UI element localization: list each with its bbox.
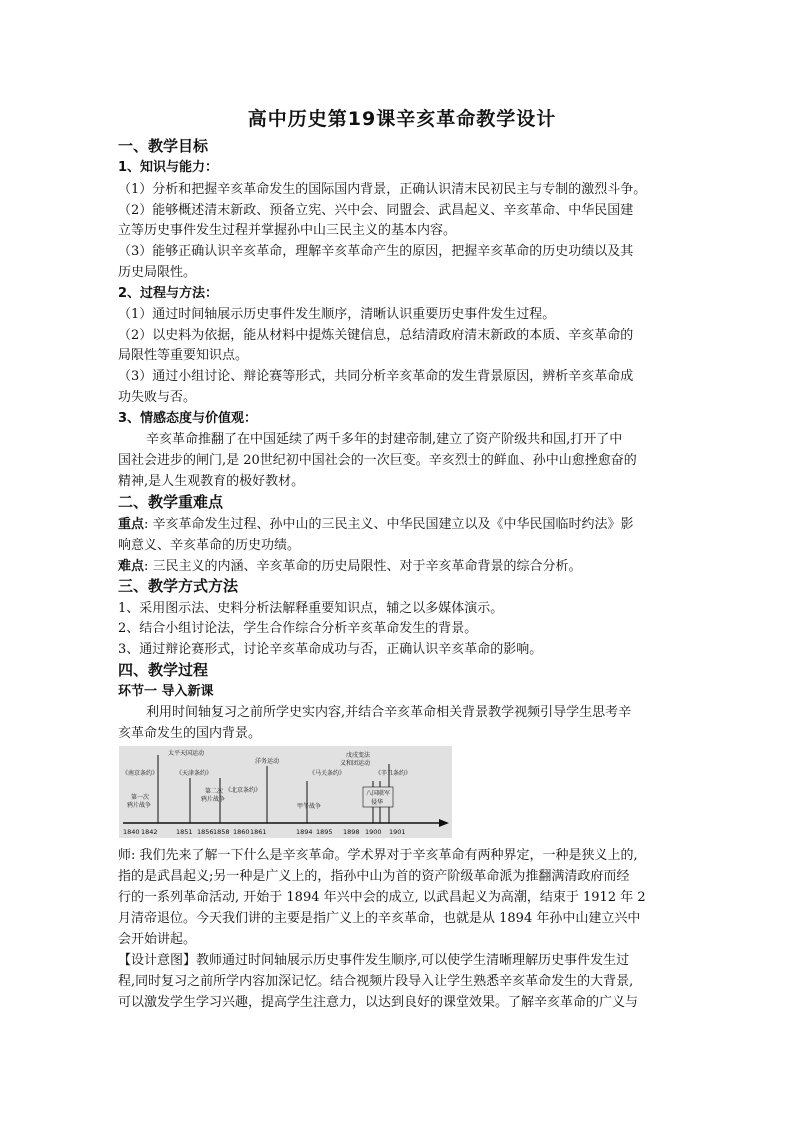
paragraph: 历史局限性。 (118, 265, 197, 280)
paragraph: （1）通过时间轴展示历史事件发生顺序，清晰认识重要历史事件发生过程。 (118, 307, 556, 322)
event-opium1: 第一次 (131, 794, 150, 801)
paragraph: 重点: 辛亥革命发生过程、孙中山的三民主义、中华民国建立以及《中华民国临时约法》影 (118, 517, 634, 532)
paragraph: 月清帝退位。今天我们讲的主要是指广义上的辛亥革命，也就是从 1894 年孙中山建立兴中 (118, 911, 641, 926)
paragraph: 辛亥革命推翻了在中国延续了两千多年的封建帝制,建立了资产阶级共和国,打开了中 (146, 432, 623, 447)
paragraph: 师: 我们先来了解一下什么是辛亥革命。学术界对于辛亥革命有两种界定，一种是狭义上的, (118, 848, 638, 863)
paragraph: 可以激发学生学习兴趣，提高学生注意力，以达到良好的课堂效果。了解辛亥革命的广义与 (118, 995, 639, 1010)
paragraph: 精神,是人生观教育的极好教材。 (118, 474, 305, 489)
event-taiping: 太平天国运动 (168, 750, 205, 757)
paragraph: （1）分析和把握辛亥革命发生的国际国内背景，正确认识清末民初民主与专制的激烈斗争。 (118, 182, 647, 197)
event-nanjing: 《南京条约》 (122, 770, 159, 777)
year-label: 1851 (176, 828, 193, 836)
year-label: 1900 (365, 828, 382, 836)
event-yangwu: 洋务运动 (255, 758, 280, 765)
label-key: 重点 (118, 517, 145, 532)
paragraph: 1、采用图示法、史料分析法解释重要知识点，辅之以多媒体演示。 (118, 601, 504, 616)
paragraph: 立等历史事件发生过程并掌握孙中山三民主义的基本内容。 (118, 223, 457, 238)
event-wuxu: 戊戌变法 (346, 752, 371, 759)
paragraph: （3）通过小组讨论、辩论赛等形式，共同分析辛亥革命的发生背景原因，辨析辛亥革命成 (118, 369, 634, 384)
timeline-image (119, 746, 452, 838)
subheading-step1: 环节一 导入新课 (118, 684, 214, 699)
section-heading-objectives: 一、教学目标 (118, 137, 209, 155)
year-label: 1842 (141, 828, 158, 836)
paragraph: 亥革命发生的国内背景。 (118, 726, 262, 741)
year-label: 1860 (233, 828, 250, 836)
section-heading-methods: 三、教学方式方法 (118, 577, 239, 595)
event-tianjin: 《天津条约》 (176, 770, 213, 777)
event-opium2: 第二次 (205, 788, 224, 795)
year-label: 1856 (197, 828, 214, 836)
paragraph: 指的是武昌起义;另一种是广义上的，指孙中山为首的资产阶级革命派为推翻满清政府而经 (118, 869, 630, 884)
year-label: 1898 (343, 828, 360, 836)
event-baguo: 八国联军 (366, 790, 391, 797)
svg-text:鸦片战争: 鸦片战争 (201, 796, 226, 803)
year-label: 1895 (316, 828, 333, 836)
year-label: 1840 (123, 828, 140, 836)
paragraph: （3）能够正确认识辛亥革命，理解辛亥革命产生的原因，把握辛亥革命的历史功绩以及其 (118, 244, 634, 259)
year-label: 1894 (296, 828, 313, 836)
event-jiawu: 甲午战争 (297, 803, 322, 810)
subheading-emotion: 3、情感态度与价值观： (118, 411, 258, 426)
paragraph: （2）以史料为依据，能从材料中提炼关键信息，总结清政府清末新政的本质、辛亥革命的 (118, 328, 634, 343)
paragraph: 【设计意图】教师通过时间轴展示历史事件发生顺序,可以使学生清晰理解历史事件发生过 (118, 953, 630, 968)
paragraph: 国社会进步的闸门,是 20世纪初中国社会的一次巨变。辛亥烈士的鲜血、孙中山愈挫愈奋的 (118, 453, 637, 468)
label-difficulty: 难点 (118, 559, 145, 574)
paragraph: 3、通过辩论赛形式，讨论辛亥革命成功与否，正确认识辛亥革命的影响。 (118, 642, 543, 657)
subheading-process: 2、过程与方法： (118, 286, 219, 301)
event-yihetuan: 义和团运动 (340, 760, 371, 767)
paragraph: 难点: 三民主义的内涵、辛亥革命的历史局限性、对于辛亥革命背景的综合分析。 (118, 559, 582, 574)
paragraph: 局限性等重要知识点。 (118, 348, 249, 363)
section-heading-process: 四、教学过程 (118, 661, 209, 679)
paragraph: 响意义、辛亥革命的历史功绩。 (118, 538, 301, 553)
section-heading-keypoints: 二、教学重难点 (118, 493, 224, 511)
paragraph: 2、结合小组讨论法，学生合作综合分析辛亥革命发生的背景。 (118, 621, 478, 636)
paragraph: 行的一系列革命活动, 开始于 1894 年兴中会的成立, 以武昌起义为高潮，结束于 1912 年 2 (118, 890, 646, 905)
paragraph: （2）能够概述清末新政、预备立宪、兴中会、同盟会、武昌起义、辛亥革命、中华民国建 (118, 203, 634, 218)
year-label: 1858 (213, 828, 230, 836)
paragraph: 功失败与否。 (118, 390, 197, 405)
paragraph: 会开始讲起。 (118, 932, 197, 947)
year-label: 1861 (250, 828, 267, 836)
svg-text:鸦片战争: 鸦片战争 (127, 802, 152, 809)
year-label: 1901 (389, 828, 406, 836)
paragraph: 程,同时复习之前所学内容加深记忆。结合视频片段导入让学生熟悉辛亥革命发生的大背景, (118, 974, 634, 989)
page-title: 高中历史第19课辛亥革命教学设计 (247, 108, 557, 130)
paragraph: 利用时间轴复习之前所学史实内容,并结合辛亥革命相关背景教学视频引导学生思考辛 (146, 705, 632, 720)
svg-text:侵华: 侵华 (371, 799, 384, 806)
subheading-knowledge: 1、知识与能力： (118, 160, 219, 175)
event-beijing: 《北京条约》 (225, 787, 262, 794)
event-maguan: 《马关条约》 (309, 770, 346, 777)
event-xinchou: 《辛丑条约》 (375, 770, 412, 777)
